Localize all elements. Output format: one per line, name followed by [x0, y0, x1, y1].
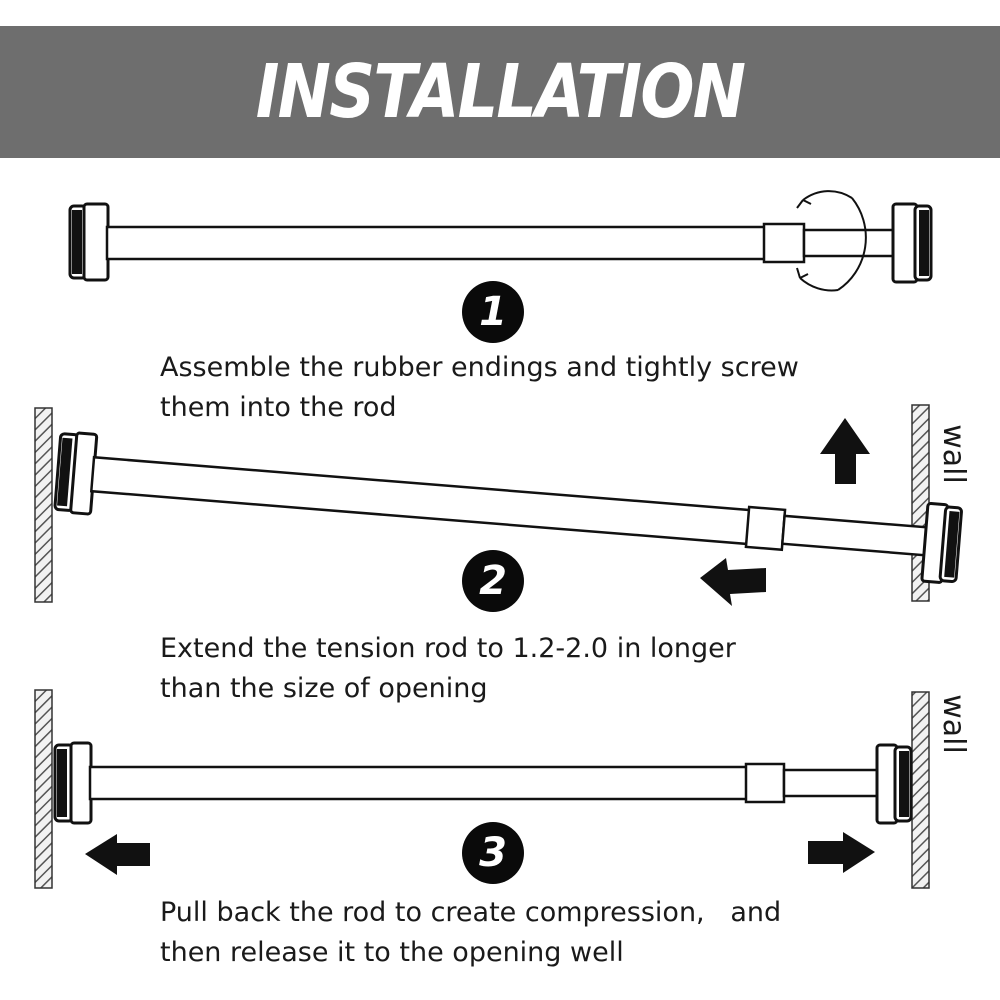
step-3-badge: 3 — [462, 822, 524, 884]
right-end-cap — [877, 745, 911, 823]
right-end-cap — [922, 503, 962, 583]
step-3-instructions — [160, 893, 980, 973]
left-wall — [35, 408, 52, 602]
step-1-rod-illustration — [70, 191, 931, 290]
left-wall — [35, 690, 52, 888]
collar — [764, 224, 804, 262]
left-end-cap — [55, 432, 97, 515]
wall-label-step-3: wall — [936, 694, 971, 754]
wall-label-step-2: wall — [936, 424, 971, 484]
left-arrow-icon — [85, 834, 150, 875]
push-left-arrow-icon — [700, 558, 766, 606]
left-end-cap — [55, 743, 91, 823]
step-2-line-2: than the size of opening — [160, 673, 488, 704]
step-2-badge: 2 — [462, 550, 524, 612]
page-title: INSTALLATION — [255, 49, 745, 135]
collar — [746, 764, 784, 802]
step-1-badge: 1 — [462, 281, 524, 343]
step-1-instructions — [160, 348, 980, 428]
right-arrow-icon — [808, 832, 875, 873]
collar — [746, 507, 785, 550]
step-3-line-1: Pull back the rod to create compression, and — [160, 897, 782, 928]
step-2-line-1: Extend the tension rod to 1.2-2.0 in longer — [160, 633, 736, 664]
step-1-line-1: Assemble the rubber endings and tightly screw — [160, 352, 799, 383]
right-end-cap — [893, 204, 931, 282]
step-3-line-2: then release it to the opening well — [160, 937, 624, 968]
inner-tube — [804, 230, 896, 256]
step-1-line-2: them into the rod — [160, 392, 397, 423]
outer-tube — [107, 227, 767, 259]
inner-tube — [784, 770, 880, 796]
outer-tube — [90, 767, 748, 799]
left-end-cap — [70, 204, 108, 280]
right-wall — [912, 692, 929, 888]
step-2-instructions — [160, 629, 980, 709]
outer-tube — [91, 457, 752, 544]
